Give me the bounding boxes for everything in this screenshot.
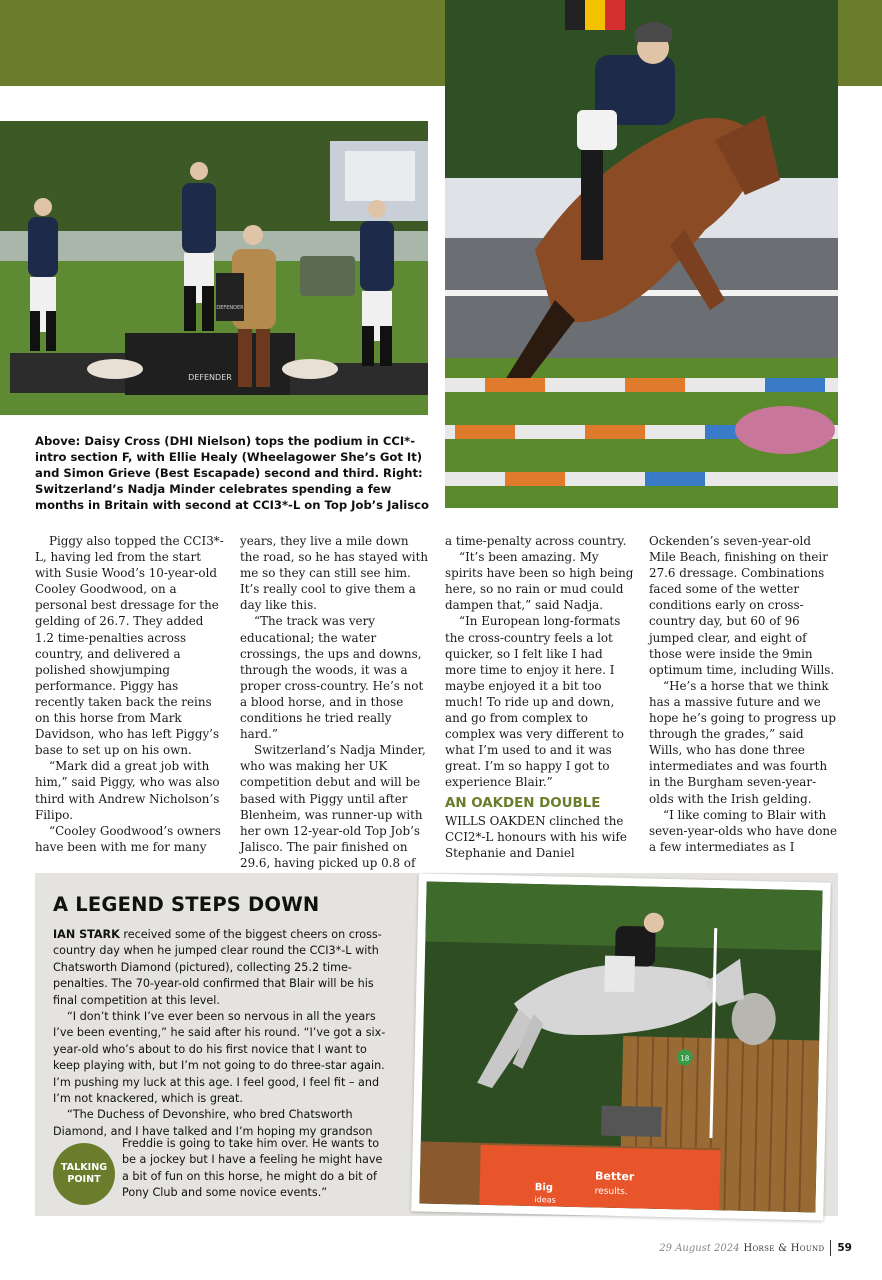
boxout-paragraph — [53, 927, 391, 1009]
paragraph: years, they live a mile down the road, so he has stayed with me so they can still see him. It’s really cool to give them a day like this. — [240, 534, 429, 613]
paragraph: WILLS OAKDEN clinched the CCI2*-L honours with his wife Stephanie and Daniel — [445, 813, 627, 860]
sign-text: results. — [594, 1186, 628, 1198]
talking-point-badge — [53, 1143, 115, 1205]
sign-text: Big — [534, 1182, 554, 1194]
footer-divider — [830, 1240, 831, 1256]
podium-photo — [0, 121, 428, 415]
sign-text: Better — [594, 1169, 635, 1184]
header-color-band-right — [838, 0, 882, 86]
page-footer — [659, 1240, 852, 1256]
fence-number: 18 — [680, 1054, 690, 1063]
paragraph: Switzerland’s Nadja Minder, who was making her UK competition debut and will be based with Piggy until after Blenheim, was runner-up with her own 12-year-old Top Job’s Jalisco. The pair finished on 29.6, having picked up 0.8 of — [240, 743, 426, 870]
publication-name: Horse & Hound — [743, 1242, 825, 1254]
podium-step-label: DEFENDER — [188, 373, 232, 382]
paragraph: “I like coming to Blair with seven-year-olds who have done a few intermediates as I — [649, 807, 838, 854]
boxout-text — [53, 927, 391, 1140]
boxout-paragraph: “The Duchess of Devonshire, who bred Chatsworth Diamond, and I have talked and I’m hoping my grandson — [53, 1108, 373, 1138]
sign-text: ideas — [534, 1195, 556, 1205]
paragraph: “Cooley Goodwood’s owners have been with me for many — [35, 823, 221, 854]
article-column-1 — [35, 533, 225, 855]
jumping-photo — [445, 0, 838, 508]
page-number: 59 — [837, 1242, 852, 1254]
article-column-4 — [649, 533, 839, 855]
badge-line: TALKING — [60, 1162, 108, 1173]
stark-photo — [419, 882, 822, 1213]
photo-caption: Above: Daisy Cross (DHI Nielson) tops the podium in CCI*-intro section F, with Ellie Healy (Wheelagower She’s Got It) and Simon Grieve (Best Escapade) second and third. Right: Switzerland’s Nadja Minder celebrates spending a few months in Britain with second at CCI3*-L on Top Job’s Jalisco — [35, 434, 429, 512]
issue-date: 29 August 2024 — [659, 1242, 740, 1254]
legend-boxout — [35, 873, 838, 1216]
boxout-paragraph: “I don’t think I’ve ever been so nervous in all the years I’ve been eventing,” he said after his round. “I’ve got a six-year-old who’s about to do his first novice that I want to keep playing with, but I’m not going to do three-star again. I’m pushing my luck at this age. I feel good, I feel fit – and I’m not knackered, which is great. — [53, 1010, 386, 1106]
paragraph: Ockenden’s seven-year-old Mile Beach, finishing on their 27.6 dressage. Combinations faced some of the wetter conditions early on cross-country day, but 60 of 96 jumped clear, and eight of those were inside the 9min optimum time, including Wills. — [649, 534, 835, 677]
paragraph: “It’s been amazing. My spirits have been so high being here, so no rain or mud could dampen that,” said Nadja. — [445, 550, 634, 613]
paragraph: Piggy also topped the CCI3*-L, having led from the start with Susie Wood’s 10-year-old Cooley Goodwood, on a personal best dressage for the gelding of 26.7. They added 1.2 time-penalties across country, and delivered a polished showjumping performance. Piggy has recently taken back the reins on this horse from Mark Davidson, who has left Piggy’s base to set up on his own. — [35, 534, 224, 758]
boxout-lead: IAN STARK — [53, 928, 120, 941]
stark-illustration — [419, 882, 822, 1213]
article-column-3 — [445, 533, 635, 861]
podium-plaque-label: DEFENDER — [216, 305, 244, 311]
boxout-title: A LEGEND STEPS DOWN — [53, 893, 320, 916]
podium-illustration — [0, 121, 428, 415]
paragraph: “The track was very educational; the water crossings, the ups and downs, through the woods, it was a proper cross-country. He’s not a blood horse, and in those conditions he tried really hard.” — [240, 614, 424, 742]
boxout-paragraph-tail: Freddie is going to take him over. He wants to be a jockey but I have a feeling he might have a bit of fun on this horse, he might do a bit of Pony Club and some novice events.” — [122, 1137, 383, 1200]
jumping-illustration — [445, 0, 838, 508]
paragraph: “Mark did a great job with him,” said Piggy, who was also third with Andrew Nicholson’s Filipo. — [35, 759, 220, 822]
stark-photo-frame — [411, 873, 831, 1220]
paragraph: “He’s a horse that we think has a massive future and we hope he’s going to progress up through the grades,” said Wills, who has done three intermediates and was fourth in the Burgham seven-year-olds with the Irish gelding. — [649, 678, 836, 806]
paragraph: “In European long-formats the cross-country feels a lot quicker, so I felt like I had more time to enjoy it here. I maybe enjoyed it a bit too much! To ride up and down, and go from complex to complex was very different to what I’m used to and it was great. I’m so happy I got to experience Blair.” — [445, 614, 624, 790]
boxout-para1: received some of the biggest cheers on cross-country day when he jumped clear round the CCI3*-L with Chatsworth Diamond (pictured), collecting 25.2 time-penalties. The 70-year-old confirmed that Blair will be his final competition at this level. — [53, 928, 382, 1007]
header-color-band — [0, 0, 445, 86]
paragraph: a time-penalty across country. — [445, 534, 627, 548]
section-subhead: AN OAKDEN DOUBLE — [445, 795, 601, 811]
article-column-2 — [240, 533, 430, 871]
badge-line: POINT — [67, 1174, 101, 1185]
